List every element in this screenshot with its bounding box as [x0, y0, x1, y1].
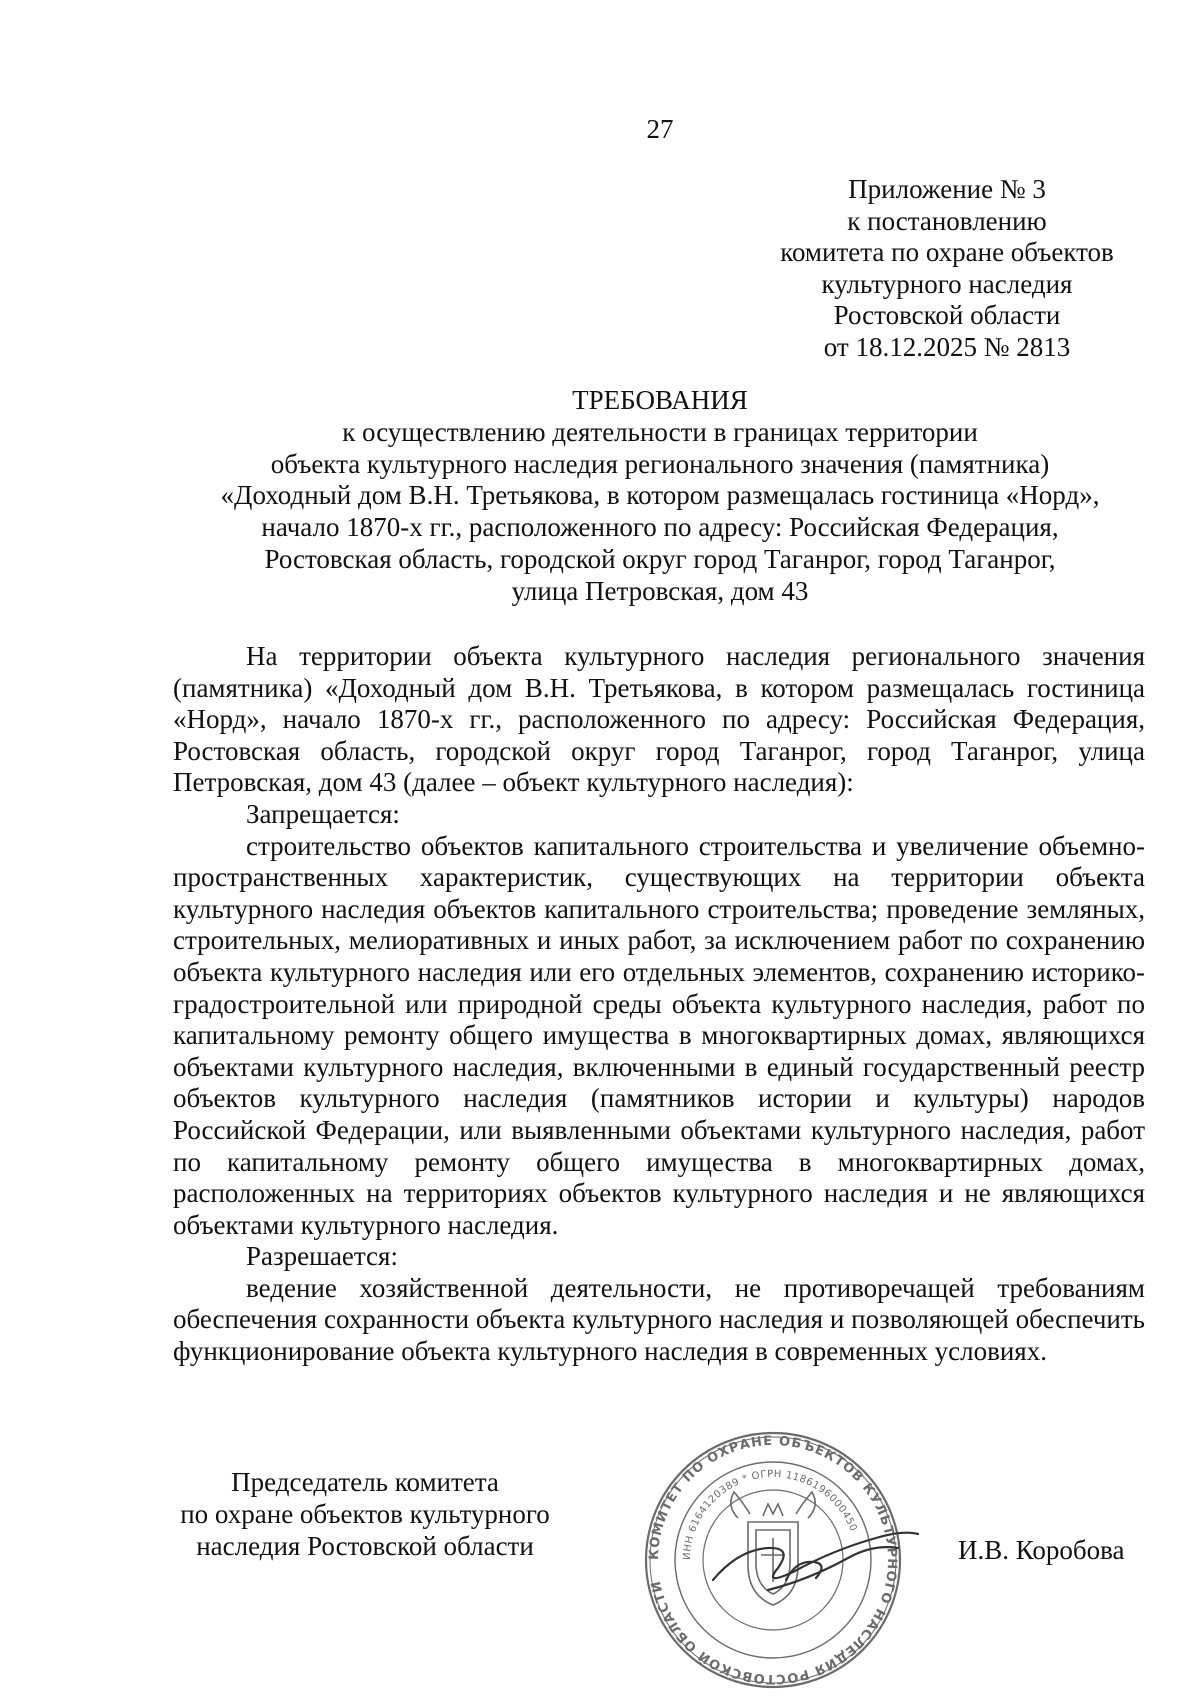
page-number: 27 — [646, 114, 674, 144]
appendix-line: комитета по охране объектов — [780, 237, 1114, 268]
appendix-line: от 18.12.2025 № 2813 — [823, 331, 1071, 362]
document-body — [173, 641, 1145, 1368]
signatory-name: И.В. Коробова — [958, 1535, 1125, 1565]
title-line: «Доходный дом В.Н. Третьякова, в котором размещалась гостиница «Норд», — [220, 480, 1100, 511]
appendix-line: Ростовской области — [833, 300, 1061, 331]
appendix-header — [763, 174, 1131, 364]
title-line: Ростовская область, городской округ город Таганрог, город Таганрог, — [264, 543, 1056, 574]
stamp-seal-graphic — [618, 1430, 938, 1690]
appendix-line: культурного наследия — [821, 268, 1073, 299]
official-stamp — [618, 1430, 938, 1690]
allowed-paragraph: ведение хозяйственной деятельности, не противоречащей требованиям обеспечения сохранности объекта культурного наследия и позволяющей обеспечить функционирование объекта культурного наследия в современных условиях. — [173, 1272, 1145, 1367]
title-line: к осуществлению деятельности в границах территории — [342, 416, 978, 447]
position-line: по охране объектов культурного — [180, 1498, 550, 1529]
prohibited-paragraph: строительство объектов капитального строительства и увеличение объемно-пространственных характеристик, существующих на территории объекта культурного наследия объектов капитального строительства; проведение земляных, строительных, мелиоративных и иных работ, за исключением работ по сохранению объекта культурного наследия или его отдельных элементов, сохранению историко-градостроительной или природной среды объекта культурного наследия, работ по капитальному ремонту общего имущества в многоквартирных домах, являющихся объектами культурного наследия, включенными в единый государственный реестр объектов культурного наследия (памятников истории и культуры) народов Российской Федерации, или выявленными объектами культурного наследия, работ по капитальному ремонту общего имущества в многоквартирных домах, расположенных на территориях объектов культурного наследия и не являющихся объектами культурного наследия. — [173, 830, 1145, 1240]
intro-paragraph: На территории объекта культурного наследия регионального значения (памятника) «Доходный дом В.Н. Третьякова, в котором размещалась гостиница «Норд», начало 1870-х гг., расположенного по адресу: Российская Федерация, Ростовская область, городской округ город Таганрог, город Таганрог, улица Петровская, дом 43 (далее – объект культурного наследия): — [173, 641, 1145, 798]
document-title — [180, 385, 1140, 608]
prohibited-heading: Запрещается: — [246, 798, 400, 829]
signatory-position — [150, 1467, 580, 1562]
position-line: Председатель комитета — [231, 1467, 499, 1497]
title-line: объекта культурного наследия регионального значения (памятника) — [270, 448, 1050, 479]
allowed-heading: Разрешается: — [246, 1241, 398, 1272]
stamp-inner-text: ИНН 6164120389 * ОГРН 1186196000450 — [681, 1468, 859, 1561]
position-line: наследия Ростовской области — [196, 1530, 534, 1561]
title-line: начало 1870-х гг., расположенного по адресу: Российская Федерация, — [261, 512, 1059, 543]
title-line: улица Петровская, дом 43 — [511, 575, 809, 606]
appendix-line: Приложение № 3 — [848, 174, 1046, 204]
appendix-line: к постановлению — [847, 205, 1047, 236]
stamp-outer-text: КОМИТЕТ ПО ОХРАНЕ ОБЪЕКТОВ КУЛЬТУРНОГО НАСЛЕДИЯ РОСТОВСКОЙ ОБЛАСТИ — [646, 1433, 900, 1687]
title-heading: ТРЕБОВАНИЯ — [572, 385, 748, 415]
